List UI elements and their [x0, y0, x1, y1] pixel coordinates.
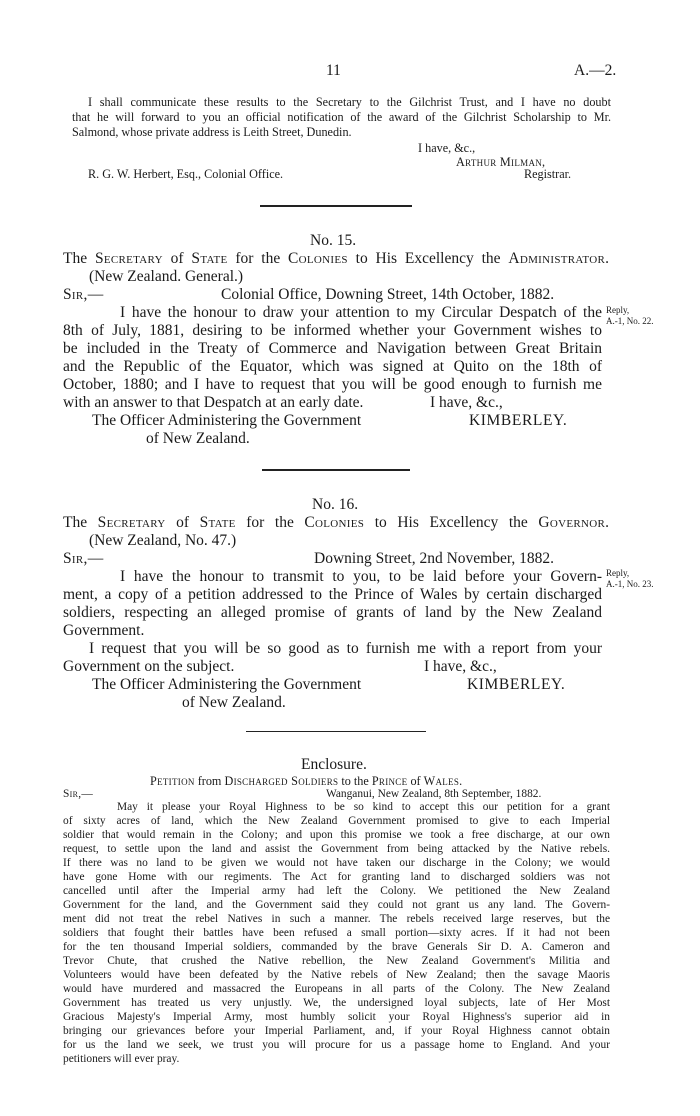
margin-note-reply: Reply, [606, 568, 630, 578]
body-line-1: I have the honour to transmit to you, to be laid before your Govern- [120, 568, 602, 585]
body-line-2: 8th of July, 1881, desiring to be informed whether your Government wishes to [63, 322, 602, 339]
petition-line: would have murdered and massacred the Europeans in all parts of the Colony. The New Zealand [63, 983, 610, 995]
section-divider [260, 205, 412, 207]
petition-line: May it please your Royal Highness to be so kind to accept this our petition for a grant [117, 801, 610, 813]
dateline: Wanganui, New Zealand, 8th September, 1882. [326, 788, 542, 800]
despatch-reference: (New Zealand, No. 47.) [89, 532, 237, 549]
body-line-3: soldiers, respecting an alleged promise of grants of land by the New Zealand [63, 604, 602, 621]
petition-line: soldier that would remain in the Colony; and upon this promise we took a free discharge, at our own [63, 829, 610, 841]
petition-line: Gracious Majesty's Imperial Army, most humbly solicit your Royal Highness's superior aid in [63, 1011, 610, 1023]
margin-note-reference: A.-1, No. 22. [606, 316, 654, 326]
salutation: Sir,— [63, 788, 94, 800]
addressee-line-2: of New Zealand. [182, 694, 286, 711]
despatch-number: No. 15. [310, 232, 357, 249]
body-line-4: and the Republic of the Equator, which was signed at Quito on the 18th of [63, 358, 602, 375]
body-line-2: ment, a copy of a petition addressed to the Prince of Wales by certain discharged [63, 586, 602, 603]
petition-line: ment did not treat the rebel Natives in such a manner. The rebels received large reserves, but the [63, 913, 610, 925]
despatch-reference: (New Zealand. General.) [89, 268, 244, 285]
intro-line-2: that he will forward to you an official notification of the award of the Gilchrist Scholarship to Mr. [72, 110, 611, 124]
document-code: A.—2. [574, 62, 617, 79]
addressee-line-1: The Officer Administering the Government [92, 676, 362, 693]
body-line-3: be included in the Treaty of Commerce and Navigation between Great Britain [63, 340, 602, 357]
addressee-line-1: The Officer Administering the Government [92, 412, 362, 429]
body-line-6: with an answer to that Despatch at an early date. [63, 394, 364, 411]
petition-line: Government has treated us very unjustly. We, the undersigned loyal subjects, late of Her Most [63, 997, 610, 1009]
closing: I have, &c., [424, 658, 497, 675]
body-line-5: October, 1880; and I have to request that you will be good enough to furnish me [63, 376, 602, 393]
despatch-number: No. 16. [312, 496, 359, 513]
dateline: Downing Street, 2nd November, 1882. [314, 550, 555, 567]
intro-line-3: Salmond, whose private address is Leith Street, Dunedin. [72, 125, 352, 139]
petition-line: bringing our grievances before your Imperial Parliament, and, if your Royal Highness cannot obtain [63, 1025, 610, 1037]
dateline: Colonial Office, Downing Street, 14th October, 1882. [221, 286, 555, 303]
body-line-1: I have the honour to draw your attention to my Circular Despatch of the [120, 304, 602, 321]
body-line-6: Government on the subject. [63, 658, 235, 675]
salutation: Sir,— [63, 550, 104, 567]
body-line-5: I request that you will be so good as to furnish me with a report from your [89, 640, 602, 657]
intro-signer: Arthur Milman, [456, 155, 546, 169]
section-divider [262, 469, 410, 471]
petition-line: Government for the land, and the Government said they could not grant us any land. The Govern- [63, 899, 610, 911]
petition-line: petitioners will ever pray. [63, 1053, 180, 1065]
petition-line: Volunteers would have been defeated by the Native rebels of New Zealand; then the savage Maoris [63, 969, 610, 981]
signer: KIMBERLEY. [467, 676, 566, 693]
closing: I have, &c., [430, 394, 503, 411]
intro-addressee: R. G. W. Herbert, Esq., Colonial Office. [88, 167, 284, 181]
despatch-heading: The Secretary of State for the Colonies to His Excellency the Administrator. [63, 250, 610, 267]
page-number: 11 [326, 62, 341, 79]
intro-closing: I have, &c., [418, 141, 476, 155]
enclosure-subtitle: Petition from Discharged Soldiers to the Prince of Wales. [150, 774, 463, 788]
petition-line: for us the land we seek, we trust you will procure for us a passage home to England. And your [63, 1039, 610, 1051]
salutation: Sir,— [63, 286, 104, 303]
body-line-4: Government. [63, 622, 145, 639]
petition-line: have gone Home with our regiments. The Act for granting land to discharged soldiers was not [63, 871, 610, 883]
margin-note-reference: A.-1, No. 23. [606, 579, 654, 589]
section-divider [246, 731, 426, 732]
intro-signer-title: Registrar. [524, 167, 572, 181]
addressee-line-2: of New Zealand. [146, 430, 250, 447]
petition-line: of sixty acres of land, which the New Zealand Government promised to give to each Imperial [63, 815, 610, 827]
margin-note-reply: Reply, [606, 305, 630, 315]
petition-line: for the ten thousand Imperial soldiers, commanded by the brave Generals Sir D. A. Cameron and [63, 941, 610, 953]
despatch-heading: The Secretary of State for the Colonies to His Excellency the Governor. [63, 514, 609, 531]
petition-line: cancelled until after the Imperial army had left the Colony. We petitioned the New Zealand [63, 885, 610, 897]
signer: KIMBERLEY. [469, 412, 568, 429]
petition-line: Trevor Chute, that crushed the Native rebellion, the New Zealand Government's Militia and [63, 955, 610, 967]
petition-line: If there was no land to be given we would not have taken our discharge in the Colony; we would [63, 857, 610, 869]
petition-line: request, to settle upon the land and assist the Government from being attacked by the Native rebels. [63, 843, 610, 855]
enclosure-title: Enclosure. [301, 756, 367, 773]
intro-line-1: I shall communicate these results to the Secretary to the Gilchrist Trust, and I have no doubt [88, 95, 611, 109]
petition-line: soldiers that fought their battles have been refused a small portion—sixty acres. If it had not been [63, 927, 610, 939]
